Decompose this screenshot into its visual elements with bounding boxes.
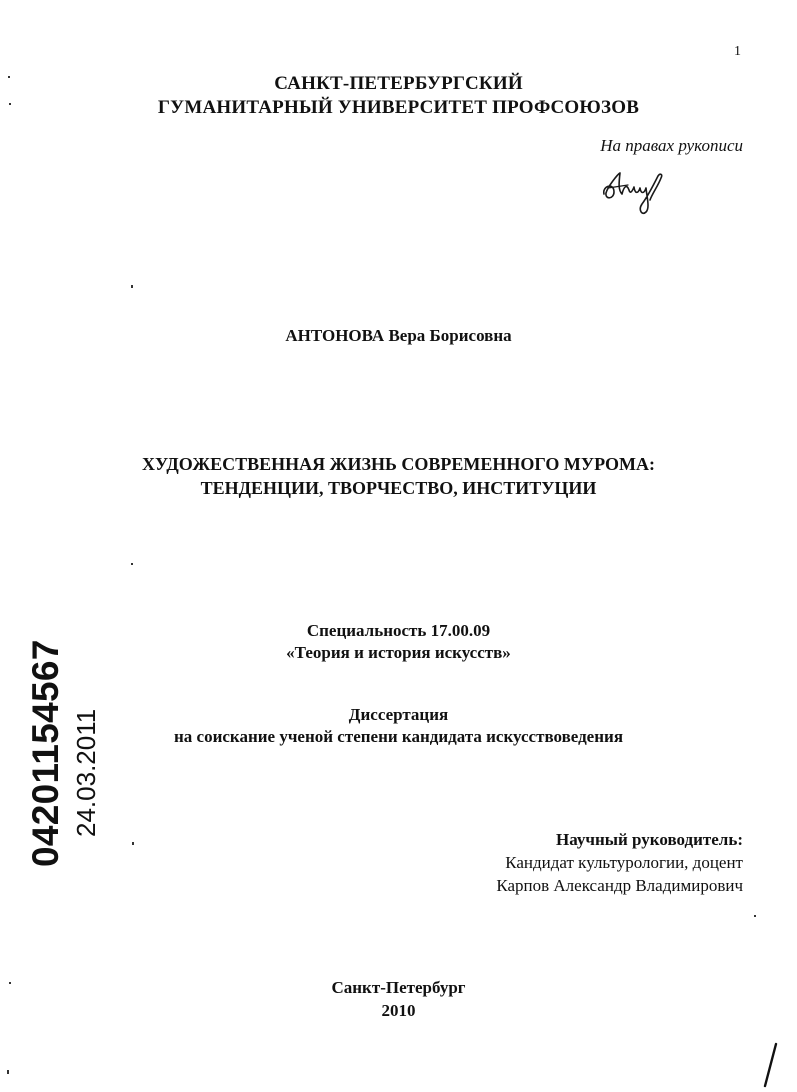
dissertation-title	[0, 452, 797, 500]
scan-speck	[132, 842, 134, 845]
author-surname: АНТОНОВА	[285, 326, 385, 345]
supervisor-heading: Научный руководитель:	[556, 830, 743, 849]
university-line-2: ГУМАНИТАРНЫЙ УНИВЕРСИТЕТ ПРОФСОЮЗОВ	[157, 97, 640, 118]
library-stamp	[25, 639, 105, 867]
handwritten-signature	[600, 168, 670, 218]
author-name	[0, 326, 797, 346]
title-line-2: ТЕНДЕНЦИИ, ТВОРЧЕСТВО, ИНСТИТУЦИИ	[200, 478, 597, 498]
university-line-1: САНКТ-ПЕТЕРБУРГСКИЙ	[274, 73, 523, 94]
university-name	[0, 72, 797, 120]
specialty-block	[0, 620, 797, 664]
scan-speck	[9, 982, 11, 984]
scan-speck	[9, 103, 11, 105]
city: Санкт-Петербург	[331, 978, 466, 997]
scan-speck	[8, 76, 10, 78]
dissertation-type-block	[0, 704, 797, 748]
scan-speck	[7, 1070, 9, 1074]
scan-speck	[754, 915, 756, 917]
scan-speck	[131, 563, 133, 565]
supervisor-name: Карпов Александр Владимирович	[496, 876, 743, 895]
year: 2010	[381, 1001, 416, 1020]
pen-stroke-mark	[760, 1040, 780, 1090]
degree-sought: на соискание ученой степени кандидата искусствоведения	[173, 727, 624, 746]
supervisor-degree: Кандидат культурологии, доцент	[505, 853, 743, 872]
library-stamp-code: 04201154567	[25, 639, 66, 867]
author-given-names: Вера Борисовна	[388, 326, 512, 345]
title-line-1: ХУДОЖЕСТВЕННАЯ ЖИЗНЬ СОВРЕМЕННОГО МУРОМА:	[142, 454, 655, 474]
manuscript-note: На правах рукописи	[600, 136, 743, 155]
dissertation-label: Диссертация	[348, 705, 449, 724]
specialty-code: Специальность 17.00.09	[306, 621, 491, 640]
library-stamp-date: 24.03.2011	[71, 708, 101, 837]
specialty-name: «Теория и история искусств»	[286, 643, 511, 662]
supervisor-block	[496, 828, 743, 897]
place-and-year	[0, 976, 797, 1022]
page-number: 1	[734, 44, 741, 59]
scan-speck	[131, 285, 133, 288]
